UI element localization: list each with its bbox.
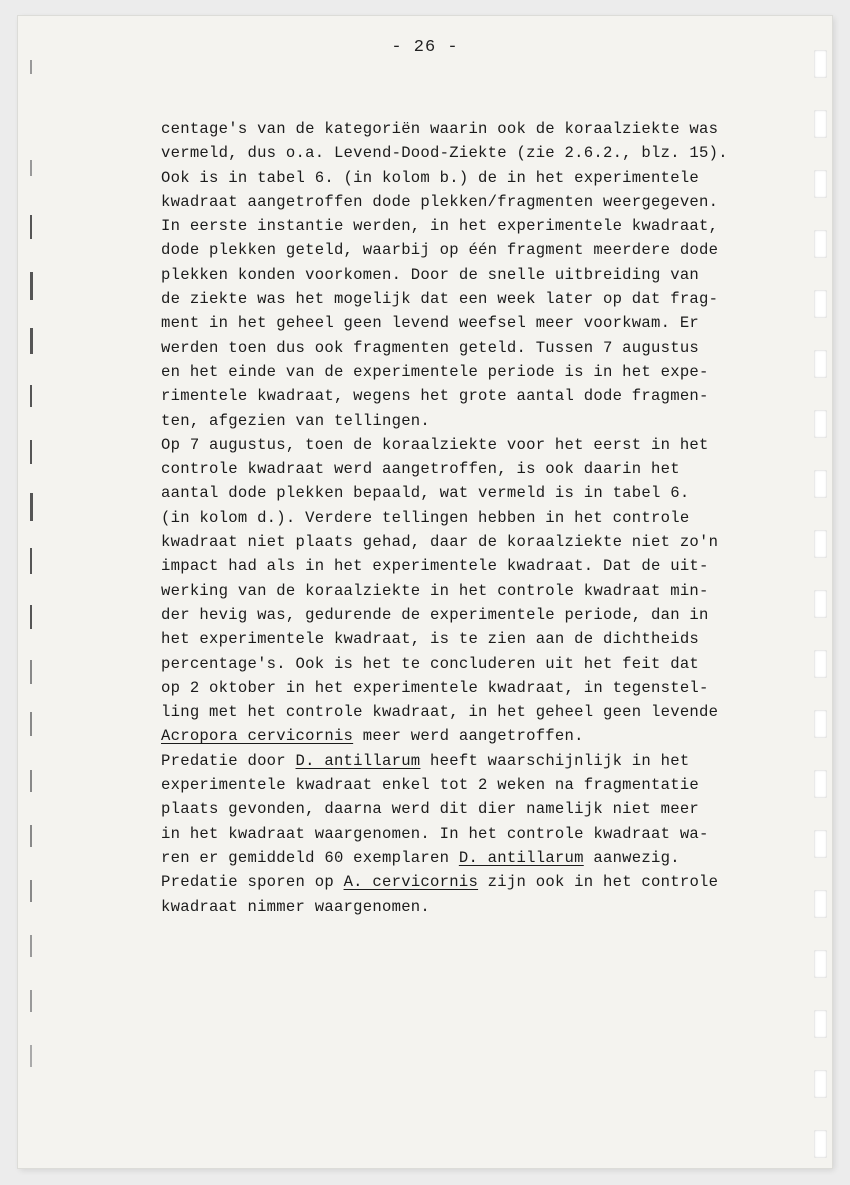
margin-mark [30, 770, 32, 792]
margin-mark [30, 825, 32, 847]
text-line: experimentele kwadraat enkel tot 2 weken na fragmentatie [161, 776, 700, 795]
text-line [161, 846, 771, 870]
text-line: kwadraat aangetroffen dode plekken/fragmenten weergegeven. [161, 192, 719, 211]
text-line: in het kwadraat waargenomen. In het controle kwadraat wa- [161, 824, 709, 843]
text-line: aantal dode plekken bepaald, wat vermeld is in tabel 6. [161, 484, 690, 503]
margin-mark [30, 160, 32, 176]
binder-hole [814, 470, 827, 498]
binder-hole [814, 1130, 827, 1158]
text-line: ling met het controle kwadraat, in het geheel geen levende [161, 703, 719, 722]
text-line: werden toen dus ook fragmenten geteld. Tussen 7 augustus [161, 338, 700, 357]
margin-mark [30, 660, 32, 684]
margin-mark [30, 935, 32, 957]
text-line: de ziekte was het mogelijk dat een week later op dat frag- [161, 290, 719, 309]
species-name: D. antillarum [295, 751, 421, 770]
text-line: kwadraat niet plaats gehad, daar de koraalziekte niet zo'n [161, 533, 719, 552]
binder-hole [814, 230, 827, 258]
margin-mark [30, 1045, 32, 1067]
text-line: plekken konden voorkomen. Door de snelle uitbreiding van [161, 265, 700, 284]
text-line: op 2 oktober in het experimentele kwadraat, in tegenstel- [161, 678, 709, 697]
text-line: werking van de koraalziekte in het controle kwadraat min- [161, 581, 709, 600]
binder-hole [814, 530, 827, 558]
binder-hole [814, 290, 827, 318]
binder-hole [814, 830, 827, 858]
text-line: Ook is in tabel 6. (in kolom b.) de in het experimentele [161, 168, 700, 187]
text-fragment: Predatie door [161, 751, 296, 770]
binder-hole [814, 650, 827, 678]
text-line: rimentele kwadraat, wegens het grote aantal dode fragmen- [161, 387, 709, 406]
text-line: controle kwadraat werd aangetroffen, is ook daarin het [161, 460, 680, 479]
body-text [161, 117, 771, 919]
margin-mark [30, 440, 32, 464]
margin-mark [30, 215, 32, 239]
species-name: A. cervicornis [343, 873, 479, 892]
binder-hole [814, 1010, 827, 1038]
text-line [161, 724, 771, 748]
text-fragment: zijn ook in het controle [478, 873, 719, 892]
binder-hole [814, 170, 827, 198]
text-line: ten, afgezien van tellingen. [161, 411, 431, 430]
text-line: der hevig was, gedurende de experimentele periode, dan in [161, 605, 709, 624]
text-line: impact had als in het experimentele kwadraat. Dat de uit- [161, 557, 709, 576]
text-fragment: aanwezig. [583, 848, 680, 867]
text-fragment: Predatie sporen op [161, 873, 344, 892]
margin-mark [30, 493, 33, 521]
binder-hole [814, 1070, 827, 1098]
text-fragment: heeft waarschijnlijk in het [420, 751, 690, 770]
text-line [161, 870, 771, 894]
binder-hole [814, 110, 827, 138]
text-line [161, 749, 771, 773]
text-line: dode plekken geteld, waarbij op één fragment meerdere dode [161, 241, 719, 260]
text-line: centage's van de kategoriën waarin ook de koraalziekte was [161, 120, 719, 138]
binder-hole [814, 950, 827, 978]
text-line: Op 7 augustus, toen de koraalziekte voor het eerst in het [161, 435, 709, 454]
text-fragment: meer werd aangetroffen. [353, 727, 584, 746]
margin-mark [30, 712, 32, 736]
text-line: ment in het geheel geen levend weefsel meer voorkwam. Er [161, 314, 700, 333]
binder-hole [814, 350, 827, 378]
margin-mark [30, 605, 32, 629]
text-line: en het einde van de experimentele periode is in het expe- [161, 362, 709, 381]
binder-hole [814, 590, 827, 618]
binder-hole [814, 770, 827, 798]
text-line: (in kolom d.). Verdere tellingen hebben in het controle [161, 508, 690, 527]
page-number: - 26 - [391, 38, 459, 57]
margin-mark [30, 272, 33, 300]
binder-hole [814, 890, 827, 918]
margin-mark [30, 328, 33, 354]
text-line: percentage's. Ook is het te concluderen uit het feit dat [161, 654, 700, 673]
text-line: plaats gevonden, daarna werd dit dier namelijk niet meer [161, 800, 700, 819]
margin-mark [30, 880, 32, 902]
species-name: Acropora cervicornis [161, 727, 354, 746]
text-line: In eerste instantie werden, in het experimentele kwadraat, [161, 217, 719, 236]
margin-mark [30, 548, 32, 574]
text-line: kwadraat nimmer waargenomen. [161, 897, 431, 916]
margin-mark [30, 60, 32, 74]
margin-mark [30, 385, 32, 407]
species-name: D. antillarum [458, 848, 584, 867]
margin-mark [30, 990, 32, 1012]
binder-hole [814, 710, 827, 738]
text-line: vermeld, dus o.a. Levend-Dood-Ziekte (zie 2.6.2., blz. 15). [161, 144, 728, 163]
text-fragment: ren er gemiddeld 60 exemplaren [161, 848, 459, 867]
binder-hole [814, 410, 827, 438]
text-line: het experimentele kwadraat, is te zien aan de dichtheids [161, 630, 700, 649]
